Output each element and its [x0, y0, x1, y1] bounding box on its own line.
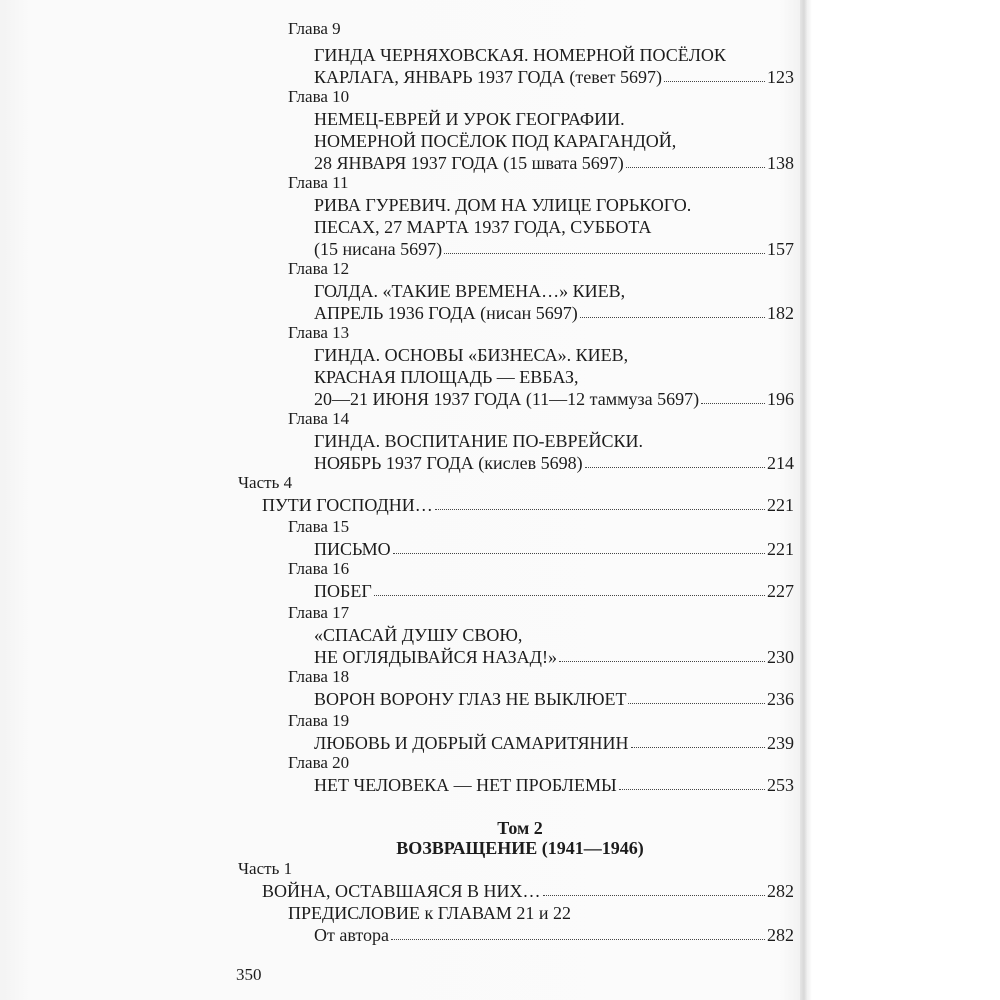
chapter-12-title-line2: АПРЕЛЬ 1936 ГОДА (нисан 5697): [314, 303, 578, 323]
chapter-13-label: Глава 13: [288, 323, 350, 342]
chapter-12-title-line1: ГОЛДА. «ТАКИЕ ВРЕМЕНА…» КИЕВ,: [314, 281, 626, 301]
chapter-17-page: 230: [767, 647, 794, 667]
chapter-13-page: 196: [767, 389, 794, 409]
chapter-9-entry[interactable]: [314, 66, 794, 88]
chapter-14-entry[interactable]: [314, 452, 794, 474]
author-note-entry[interactable]: [314, 924, 794, 946]
chapter-17-entry[interactable]: [314, 646, 794, 668]
chapter-10-label: Глава 10: [288, 87, 350, 106]
dot-leader: [393, 552, 765, 554]
dot-leader: [631, 746, 765, 748]
dot-leader: [559, 660, 765, 662]
part-4-title: ПУТИ ГОСПОДНИ…: [262, 495, 433, 515]
volume-2-part-1-title: ВОЙНА, ОСТАВШАЯСЯ В НИХ…: [262, 881, 541, 901]
chapter-11-title-line2: ПЕСАХ, 27 МАРТА 1937 ГОДА, СУББОТА: [314, 217, 652, 237]
chapter-11-label: Глава 11: [288, 173, 349, 192]
chapter-9-title-line2: КАРЛАГА, ЯНВАРЬ 1937 ГОДА (тевет 5697): [314, 67, 662, 87]
chapter-20-entry[interactable]: [314, 774, 794, 796]
volume-2-title: ВОЗВРАЩЕНИЕ (1941—1946): [396, 838, 644, 858]
chapter-16-label: Глава 16: [288, 559, 350, 578]
dot-leader: [543, 894, 765, 896]
page-number: 350: [236, 965, 262, 984]
chapter-10-page: 138: [767, 153, 794, 173]
chapter-20-page: 253: [767, 775, 794, 795]
chapter-18-title: ВОРОН ВОРОНУ ГЛАЗ НЕ ВЫКЛЮЕТ: [314, 689, 627, 709]
chapter-18-label: Глава 18: [288, 667, 350, 686]
chapter-19-page: 239: [767, 733, 794, 753]
chapter-11-page: 157: [767, 239, 794, 259]
chapter-12-entry[interactable]: [314, 302, 794, 324]
chapter-15-label: Глава 15: [288, 517, 350, 536]
chapter-13-entry[interactable]: [314, 388, 794, 410]
chapter-14-label: Глава 14: [288, 409, 350, 428]
author-note-title: От автора: [314, 925, 390, 945]
part-4-page: 221: [767, 495, 794, 515]
chapter-17-title-line1: «СПАСАЙ ДУШУ СВОЮ,: [314, 625, 523, 645]
chapter-14-page: 214: [767, 453, 794, 473]
chapter-9-page: 123: [767, 67, 794, 87]
chapter-10-title-line1: НЕМЕЦ-ЕВРЕЙ И УРОК ГЕОГРАФИИ.: [314, 109, 625, 129]
author-note-page: 282: [767, 925, 794, 945]
chapter-19-entry[interactable]: [314, 732, 794, 754]
chapter-20-label: Глава 20: [288, 753, 350, 772]
chapter-10-title-line2: НОМЕРНОЙ ПОСЁЛОК ПОД КАРАГАНДОЙ,: [314, 131, 677, 151]
dot-leader: [628, 702, 765, 704]
chapter-9-title-line1: ГИНДА ЧЕРНЯХОВСКАЯ. НОМЕРНОЙ ПОСЁЛОК: [314, 45, 726, 65]
chapter-9-label: Глава 9: [288, 19, 341, 38]
volume-2-part-1-label: Часть 1: [238, 859, 293, 878]
chapter-10-entry[interactable]: [314, 152, 794, 174]
dot-leader: [374, 594, 765, 596]
chapter-11-title-line3: (15 нисана 5697): [314, 239, 443, 259]
chapter-20-title: НЕТ ЧЕЛОВЕКА — НЕТ ПРОБЛЕМЫ: [314, 775, 617, 795]
dot-leader: [701, 402, 765, 404]
dot-leader: [435, 508, 765, 510]
dot-leader: [664, 80, 765, 82]
dot-leader: [580, 316, 765, 318]
chapter-10-title-line3: 28 ЯНВАРЯ 1937 ГОДА (15 швата 5697): [314, 153, 624, 173]
chapter-16-page: 227: [767, 581, 794, 601]
dot-leader: [585, 466, 765, 468]
chapter-13-title-line3: 20—21 ИЮНЯ 1937 ГОДА (11—12 таммуза 5697): [314, 389, 700, 409]
dot-leader: [391, 938, 765, 940]
dot-leader: [626, 166, 765, 168]
dot-leader: [619, 788, 765, 790]
chapter-11-title-line1: РИВА ГУРЕВИЧ. ДОМ НА УЛИЦЕ ГОРЬКОГО.: [314, 195, 692, 215]
chapter-14-title-line1: ГИНДА. ВОСПИТАНИЕ ПО-ЕВРЕЙСКИ.: [314, 431, 644, 451]
chapter-18-entry[interactable]: [314, 688, 794, 710]
chapter-11-entry[interactable]: [314, 238, 794, 260]
chapter-13-title-line1: ГИНДА. ОСНОВЫ «БИЗНЕСА». КИЕВ,: [314, 345, 629, 365]
chapter-19-title: ЛЮБОВЬ И ДОБРЫЙ САМАРИТЯНИН: [314, 733, 629, 753]
volume-2-label: Том 2: [497, 818, 543, 838]
volume-2-part-1-entry[interactable]: [262, 880, 794, 902]
chapter-18-page: 236: [767, 689, 794, 709]
chapter-17-label: Глава 17: [288, 603, 350, 622]
part-4-entry[interactable]: [262, 494, 794, 516]
chapter-13-title-line2: КРАСНАЯ ПЛОЩАДЬ — ЕВБАЗ,: [314, 367, 579, 387]
chapter-12-label: Глава 12: [288, 259, 350, 278]
chapter-17-title-line2: НЕ ОГЛЯДЫВАЙСЯ НАЗАД!»: [314, 647, 557, 667]
dot-leader: [444, 252, 765, 254]
chapter-15-page: 221: [767, 539, 794, 559]
chapter-16-entry[interactable]: [314, 580, 794, 602]
part-4-label: Часть 4: [238, 473, 293, 492]
chapter-19-label: Глава 19: [288, 711, 350, 730]
chapter-14-title-line2: НОЯБРЬ 1937 ГОДА (кислев 5698): [314, 453, 583, 473]
volume-2-part-1-page: 282: [767, 881, 794, 901]
chapter-16-title: ПОБЕГ: [314, 581, 372, 601]
chapter-15-entry[interactable]: [314, 538, 794, 560]
chapter-15-title: ПИСЬМО: [314, 539, 391, 559]
preface-heading: ПРЕДИСЛОВИЕ к ГЛАВАМ 21 и 22: [288, 903, 572, 923]
chapter-12-page: 182: [767, 303, 794, 323]
